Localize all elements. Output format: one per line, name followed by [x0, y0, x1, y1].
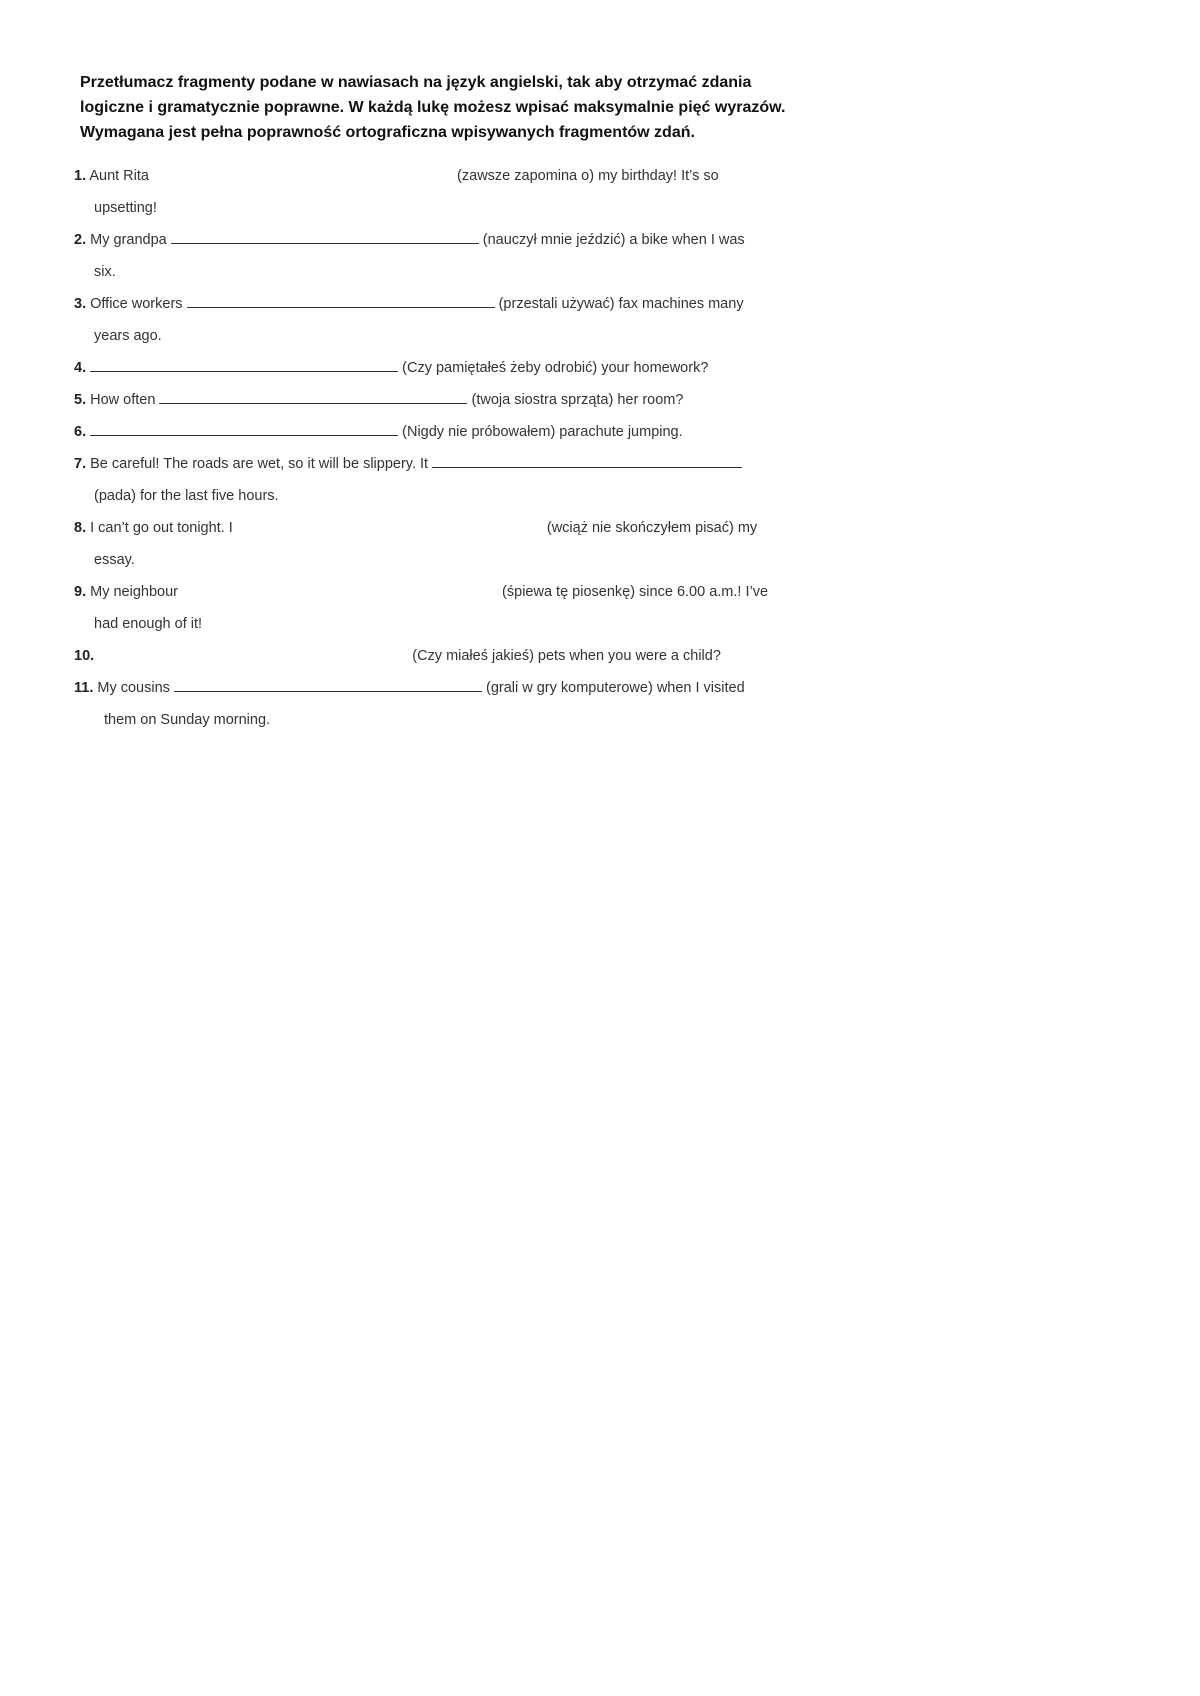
exercise-number: 7. — [74, 456, 87, 472]
sentence-hint: (Czy miałeś jakieś) pets when you were a child? — [412, 648, 721, 664]
exercise-5 — [74, 384, 834, 416]
sentence-hint: (Nigdy nie próbowałem) parachute jumping. — [402, 424, 683, 440]
sentence-before-gap: I can’t go out tonight. I — [90, 520, 233, 536]
sentence-before-gap: My grandpa — [90, 232, 167, 248]
sentence-before-gap: Office workers — [90, 296, 183, 312]
exercise-2 — [74, 224, 834, 288]
exercise-number: 2. — [74, 232, 87, 248]
answer-gap[interactable] — [182, 579, 498, 596]
sentence-hint: (zawsze zapomina o) my birthday! It’s so — [457, 168, 719, 184]
sentence-before-gap: How often — [90, 392, 156, 408]
sentence-continuation: six. — [94, 264, 116, 280]
sentence-before-gap: My neighbour — [90, 584, 178, 600]
sentence-continuation: years ago. — [94, 328, 162, 344]
exercise-6 — [74, 416, 834, 448]
exercise-number: 8. — [74, 520, 87, 536]
instructions — [80, 70, 820, 145]
answer-gap[interactable] — [153, 163, 453, 180]
answer-gap[interactable] — [98, 643, 408, 660]
sentence-hint: (wciąż nie skończyłem pisać) my — [546, 520, 758, 536]
sentence-continuation: (pada) for the last five hours. — [94, 488, 279, 504]
answer-gap[interactable] — [187, 291, 495, 308]
exercise-11 — [74, 672, 834, 736]
sentence-before-gap: Be careful! The roads are wet, so it will be slippery. It — [90, 456, 429, 472]
sentence-continuation: them on Sunday morning. — [104, 712, 271, 728]
sentence-continuation: had enough of it! — [94, 616, 203, 632]
instructions-line-2: logiczne i gramatycznie poprawne. W każdą lukę możesz wpisać maksymalnie pięć wyrazów. — [80, 99, 786, 116]
exercise-number: 3. — [74, 296, 87, 312]
exercise-7 — [74, 448, 834, 512]
sentence-hint: (twoja siostra sprząta) her room? — [471, 392, 684, 408]
sentence-before-gap: My cousins — [97, 680, 170, 696]
instructions-line-3: Wymagana jest pełna poprawność ortograficzna wpisywanych fragmentów zdań. — [80, 124, 695, 141]
sentence-hint: (grali w gry komputerowe) when I visited — [485, 680, 745, 696]
exercise-number: 6. — [74, 424, 87, 440]
sentence-hint: (przestali używać) fax machines many — [498, 296, 744, 312]
sentence-continuation: upsetting! — [94, 200, 157, 216]
answer-gap[interactable] — [171, 227, 479, 244]
sentence-hint: (Czy pamiętałeś żeby odrobić) your homework? — [402, 360, 709, 376]
sentence-continuation: essay. — [94, 552, 135, 568]
sentence-before-gap: Aunt Rita — [89, 168, 149, 184]
exercise-number: 11. — [74, 680, 94, 696]
answer-gap[interactable] — [159, 387, 467, 404]
exercise-4 — [74, 352, 834, 384]
answer-gap[interactable] — [237, 515, 543, 532]
exercise-number: 1. — [74, 168, 87, 184]
exercise-3 — [74, 288, 834, 352]
exercise-number: 5. — [74, 392, 87, 408]
exercise-1 — [74, 160, 834, 224]
exercise-8 — [74, 512, 834, 576]
exercise-9 — [74, 576, 834, 640]
answer-gap[interactable] — [174, 675, 482, 692]
instructions-line-1: Przetłumacz fragmenty podane w nawiasach na język angielski, tak aby otrzymać zdania — [80, 74, 752, 91]
answer-gap[interactable] — [432, 451, 742, 468]
sentence-hint: (nauczył mnie jeździć) a bike when I was — [482, 232, 745, 248]
exercise-number: 9. — [74, 584, 87, 600]
answer-gap[interactable] — [90, 355, 398, 372]
exercise-number: 10. — [74, 648, 95, 664]
sentence-hint: (śpiewa tę piosenkę) since 6.00 a.m.! I’ve — [502, 584, 769, 600]
exercise-number: 4. — [74, 360, 87, 376]
exercise-10 — [74, 640, 834, 672]
answer-gap[interactable] — [90, 419, 398, 436]
